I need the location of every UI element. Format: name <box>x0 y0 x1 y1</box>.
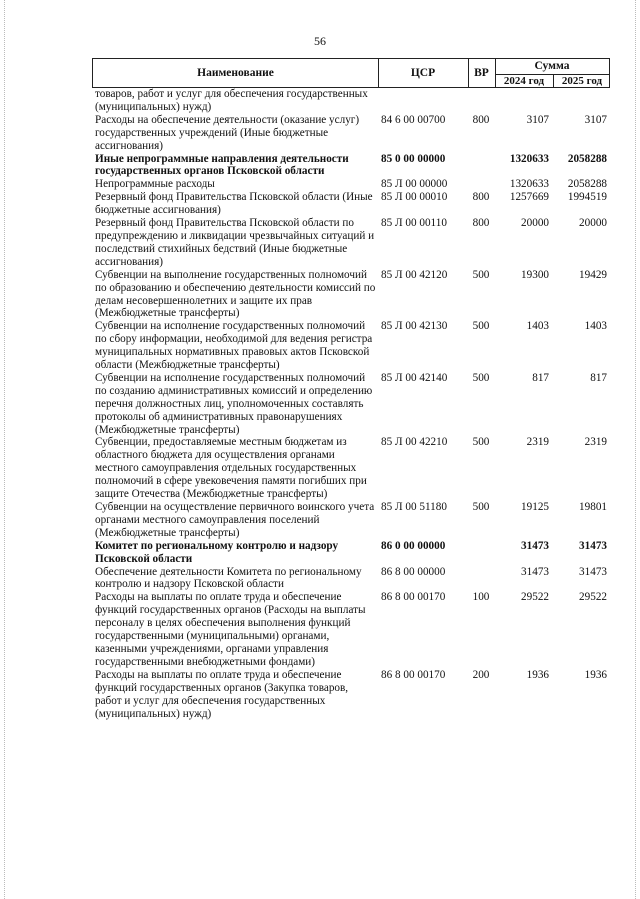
row-code: 85 Л 00 00000 <box>381 178 448 191</box>
row-sum-2025: 2058288 <box>567 178 607 191</box>
table-row <box>92 436 610 501</box>
row-name: Расходы на обеспечение деятельности (оказание услуг) государственных учреждений (Иные бюджетные ассигнования) <box>95 113 360 152</box>
row-name: Субвенции на выполнение государственных полномочий по образованию и обеспечению деятельности комиссий по делам несовершеннолетних и защите их прав (Межбюджетные трансферты) <box>95 268 376 320</box>
row-sum-2024: 29522 <box>521 591 549 604</box>
row-sum-2025: 29522 <box>579 591 607 604</box>
header-year-2024: 2024 год <box>495 74 554 88</box>
row-sum-2025: 1936 <box>584 668 607 681</box>
row-sum-2025: 2058288 <box>567 152 607 165</box>
row-sum-2025: 19429 <box>579 268 607 281</box>
row-sum-2025: 19801 <box>579 501 607 513</box>
row-code: 86 0 00 00000 <box>381 539 446 552</box>
row-name: Комитет по региональному контролю и надзору Псковской области <box>95 539 339 565</box>
row-code: 85 Л 00 42140 <box>381 371 448 384</box>
table-row <box>92 540 610 566</box>
row-vr: 500 <box>472 501 490 513</box>
header-vr: ВР <box>468 59 496 87</box>
table-row <box>92 566 610 592</box>
row-vr: 500 <box>472 320 490 333</box>
row-name: Расходы на выплаты по оплате труда и обеспечение функций государственных органов (Закупка товаров, работ и услуг для обеспечения государственных (муниципальных) нужд) <box>95 668 349 720</box>
row-sum-2025: 2319 <box>584 436 607 449</box>
row-name: Непрограммные расходы <box>95 178 215 191</box>
header-sum: Сумма <box>495 59 609 75</box>
row-sum-2024: 31473 <box>521 565 549 578</box>
row-sum-2025: 3107 <box>584 113 607 126</box>
row-code: 85 Л 00 42130 <box>381 320 448 333</box>
page-edge-left <box>4 0 5 899</box>
page-number: 56 <box>314 34 326 48</box>
row-vr: 200 <box>472 668 490 681</box>
row-vr: 800 <box>472 113 490 126</box>
row-vr: 800 <box>472 191 490 204</box>
row-sum-2024: 1320633 <box>509 178 549 191</box>
row-name: Резервный фонд Правительства Псковской области по предупреждению и ликвидации чрезвычайных ситуаций и последствий стихийных бедствий (Иные бюджетные ассигнования) <box>95 217 375 268</box>
table-header <box>92 58 610 88</box>
row-sum-2024: 2319 <box>526 436 549 449</box>
table-row <box>92 153 610 179</box>
row-sum-2025: 1994519 <box>567 191 607 204</box>
row-name: Обеспечение деятельности Комитета по региональному контролю и надзору Псковской области <box>95 565 362 591</box>
row-sum-2025: 817 <box>590 371 607 384</box>
header-name: Наименование <box>93 59 379 87</box>
table-row <box>92 372 610 437</box>
row-name: Субвенции на исполнение государственных полномочий по сбору информации, необходимой для ведения регистра муниципальных нормативных правовых актов Псковской области (Межбюджетные трансферты) <box>95 320 373 372</box>
row-name: товаров, работ и услуг для обеспечения государственных (муниципальных) нужд) <box>95 88 368 113</box>
table-row <box>92 669 610 721</box>
row-sum-2025: 20000 <box>579 217 607 230</box>
table-row <box>92 191 610 217</box>
row-code: 86 8 00 00170 <box>381 668 446 681</box>
table-body <box>92 88 610 720</box>
budget-table <box>92 58 610 720</box>
header-year-2025: 2025 год <box>561 75 603 87</box>
row-name: Расходы на выплаты по оплате труда и обеспечение функций государственных органов (Расходы на выплаты персоналу в целях обеспечения выполнения функций государственными (муниципальными) органами, казенными учреждениями, органами управления государственными внебюджетными фондами) <box>95 591 366 668</box>
row-sum-2024: 817 <box>532 371 549 384</box>
row-code: 86 8 00 00170 <box>381 591 446 604</box>
row-code: 85 Л 00 00110 <box>381 217 447 230</box>
row-sum-2024: 3107 <box>526 113 549 126</box>
table-row <box>92 501 610 540</box>
row-code: 85 Л 00 51180 <box>381 501 447 513</box>
table-row <box>92 269 610 321</box>
row-sum-2024: 1403 <box>526 320 549 333</box>
row-name: Субвенции на исполнение государственных полномочий по созданию административных комиссий и определению перечня должностных лиц, уполномоченных составлять протоколы об административных правонарушениях (Межбюджетные трансферты) <box>95 371 373 436</box>
row-sum-2024: 1257669 <box>509 191 549 204</box>
row-vr: 800 <box>472 217 490 230</box>
page-edge-right <box>635 0 636 899</box>
row-vr: 500 <box>472 371 490 384</box>
row-code: 85 Л 00 42210 <box>381 436 448 449</box>
row-sum-2024: 20000 <box>521 217 549 230</box>
row-sum-2024: 1936 <box>526 668 549 681</box>
table-row <box>92 88 610 114</box>
row-sum-2024: 19300 <box>521 268 549 281</box>
row-sum-2024: 31473 <box>521 539 549 552</box>
row-code: 86 8 00 00000 <box>381 565 446 578</box>
row-sum-2024: 19125 <box>521 501 549 513</box>
row-sum-2025: 31473 <box>579 539 607 552</box>
table-row <box>92 178 610 191</box>
row-code: 85 0 00 00000 <box>381 152 446 165</box>
table-row <box>92 114 610 153</box>
row-vr: 500 <box>472 268 490 281</box>
table-row <box>92 217 610 269</box>
table-row <box>92 320 610 372</box>
row-vr: 100 <box>472 591 490 604</box>
row-vr: 500 <box>472 436 490 449</box>
header-csr: ЦСР <box>378 59 469 87</box>
row-name: Субвенции, предоставляемые местным бюджетам из областного бюджета для осуществления органами местного самоуправления отдельных государственных полномочий в сфере увековечения памяти погибших при защите Отечества (Межбюджетные трансферты) <box>95 436 367 501</box>
row-name: Резервный фонд Правительства Псковской области (Иные бюджетные ассигнования) <box>95 191 373 217</box>
row-code: 84 6 00 00700 <box>381 113 446 126</box>
row-code: 85 Л 00 42120 <box>381 268 448 281</box>
row-sum-2025: 31473 <box>579 565 607 578</box>
row-name: Иные непрограммные направления деятельности государственных органов Псковской области <box>95 152 349 178</box>
table-row <box>92 591 610 668</box>
row-sum-2025: 1403 <box>584 320 607 333</box>
row-sum-2024: 1320633 <box>509 152 549 165</box>
row-code: 85 Л 00 00010 <box>381 191 448 204</box>
row-name: Субвенции на осуществление первичного воинского учета органами местного самоуправления поселений (Межбюджетные трансферты) <box>95 501 375 539</box>
